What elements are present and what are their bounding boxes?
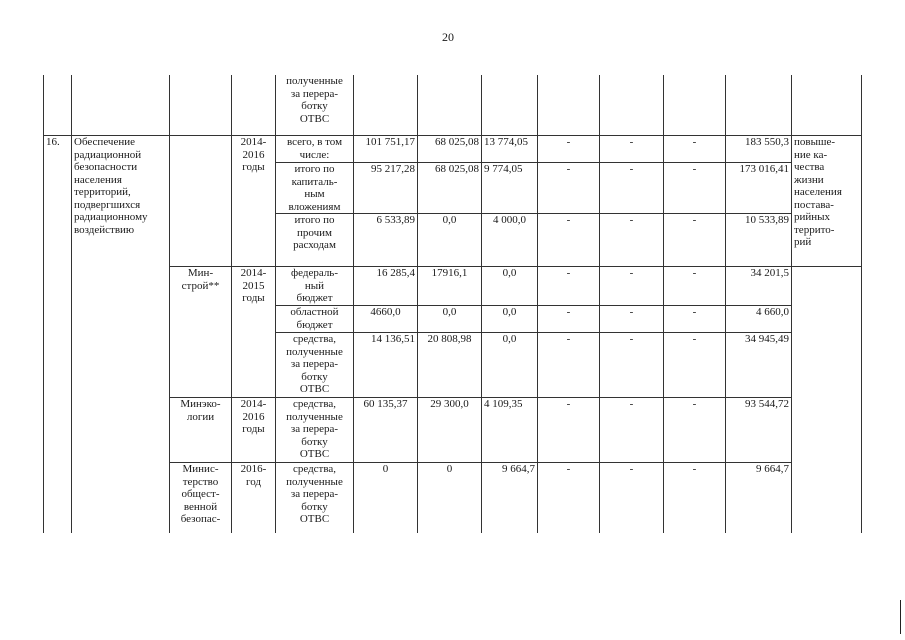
value-cell: - [664,398,726,463]
table-cell [600,75,664,136]
page-number: 20 [442,30,454,44]
executor-cell: Минис- терство общест- венной безопас- [170,463,232,534]
table-cell [726,75,792,136]
value-cell: 6 533,89 [354,214,418,267]
result-cell [792,267,862,534]
total-cell: 173 016,41 [726,163,792,214]
total-cell: 93 544,72 [726,398,792,463]
source-cell: всего, в том числе: [276,136,354,163]
page-edge-mark [900,600,901,634]
value-cell: 0 [418,463,482,534]
value-cell: - [600,136,664,163]
total-cell: 183 550,3 [726,136,792,163]
source-cell: итого по прочим расходам [276,214,354,267]
value-cell: - [664,306,726,333]
value-cell: 14 136,51 [354,333,418,398]
value-cell: 101 751,17 [354,136,418,163]
value-cell: - [664,463,726,534]
value-cell: - [600,333,664,398]
table-cell [72,75,170,136]
total-cell: 9 664,7 [726,463,792,534]
value-cell: 9 774,05 [482,163,538,214]
value-cell: - [538,463,600,534]
value-cell: 95 217,28 [354,163,418,214]
value-cell: 29 300,0 [418,398,482,463]
source-cell: итого по капиталь- ным вложениям [276,163,354,214]
total-cell: 34 945,49 [726,333,792,398]
table-cell [232,75,276,136]
value-cell: 0,0 [418,214,482,267]
value-cell: - [600,163,664,214]
period-cell: 2014- 2016 годы [232,136,276,267]
value-cell: 20 808,98 [418,333,482,398]
value-cell: - [538,398,600,463]
value-cell: - [538,306,600,333]
value-cell: - [538,136,600,163]
value-cell: - [664,267,726,306]
value-cell: 0,0 [482,267,538,306]
period-cell: 2014- 2015 годы [232,267,276,398]
value-cell: 68 025,08 [418,136,482,163]
period-cell: 2014- 2016 годы [232,398,276,463]
result-cell: повыше- ние ка- чества жизни населения постава- рийных террито- рий [792,136,862,267]
row-number: 16. [44,136,72,534]
value-cell: - [600,398,664,463]
value-cell: 9 664,7 [482,463,538,534]
total-cell: 10 533,89 [726,214,792,267]
period-cell: 2016- год [232,463,276,534]
table-cell [44,75,72,136]
table-cell [538,75,600,136]
value-cell: - [538,214,600,267]
value-cell: - [664,163,726,214]
table-cell [354,75,418,136]
table-cell [792,75,862,136]
total-cell: 4 660,0 [726,306,792,333]
value-cell: 4660,0 [354,306,418,333]
value-cell: 17916,1 [418,267,482,306]
value-cell: - [664,214,726,267]
value-cell: 0,0 [482,333,538,398]
source-cell: средства, полученные за перера- ботку ОТВС [276,333,354,398]
executor-cell: Мин- строй** [170,267,232,398]
value-cell: - [664,136,726,163]
value-cell: - [538,333,600,398]
value-cell: - [538,267,600,306]
table-row [44,136,862,163]
value-cell: 68 025,08 [418,163,482,214]
value-cell: - [600,214,664,267]
table-cell [418,75,482,136]
source-cell: средства, полученные за перера- ботку ОТВС [276,398,354,463]
value-cell: 13 774,05 [482,136,538,163]
value-cell: - [600,463,664,534]
table-row-continuation [44,75,862,136]
value-cell: 60 135,37 [354,398,418,463]
value-cell: - [600,267,664,306]
budget-table [43,75,862,533]
source-cell: областной бюджет [276,306,354,333]
value-cell: 16 285,4 [354,267,418,306]
value-cell: 0,0 [482,306,538,333]
value-cell: - [664,333,726,398]
source-cell: федераль- ный бюджет [276,267,354,306]
table-cell [170,75,232,136]
value-cell: - [538,163,600,214]
total-cell: 34 201,5 [726,267,792,306]
table-cell [664,75,726,136]
value-cell: 0 [354,463,418,534]
source-cell: полученные за перера- ботку ОТВС [276,75,354,136]
value-cell: - [600,306,664,333]
table-cell [482,75,538,136]
executor-cell: Минэко- логии [170,398,232,463]
value-cell: 4 000,0 [482,214,538,267]
event-name: Обеспечение радиационной безопасности населения территорий, подвергшихся радиационному воздействию [72,136,170,534]
value-cell: 0,0 [418,306,482,333]
source-cell: средства, полученные за перера- ботку ОТВС [276,463,354,534]
value-cell: 4 109,35 [482,398,538,463]
executor-cell [170,136,232,267]
